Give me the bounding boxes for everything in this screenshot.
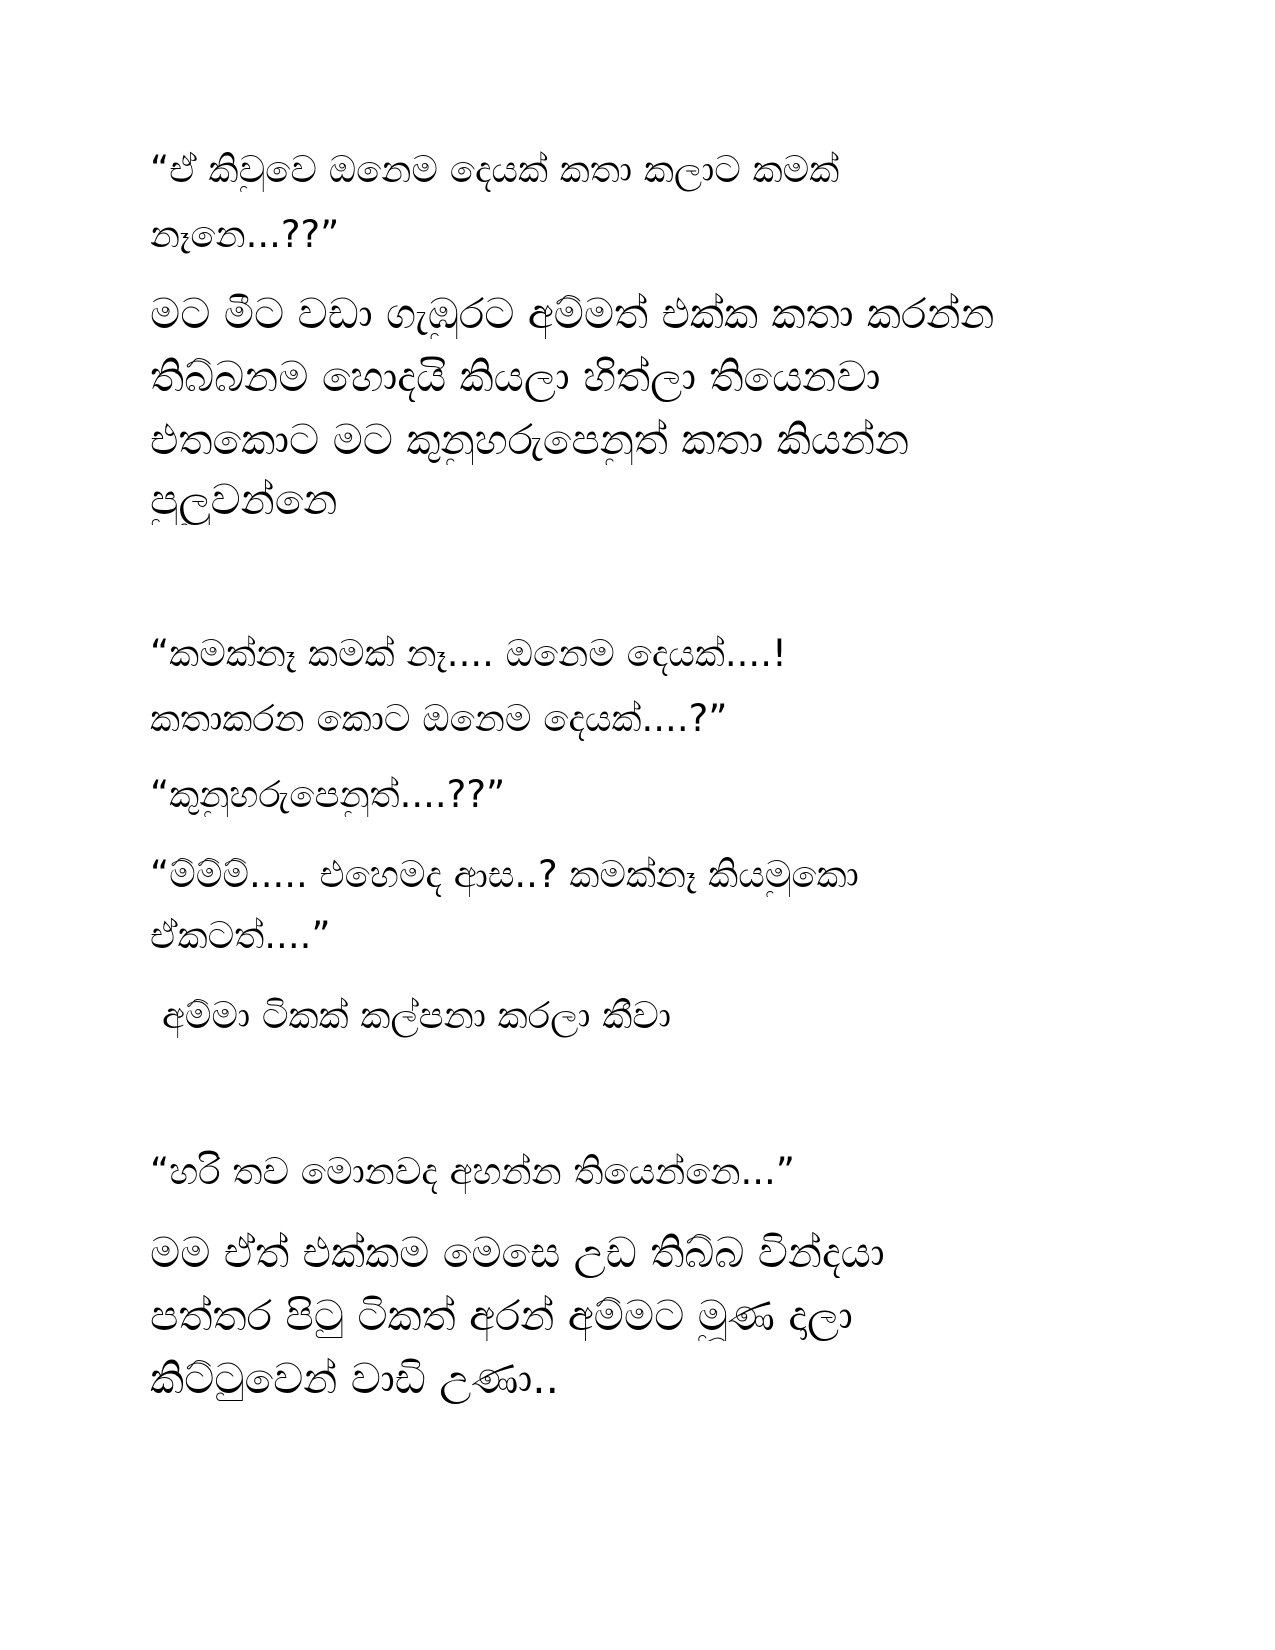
dialogue-line: කතාකරන කොට ඔනෙම දෙයක්....?” [150,697,728,740]
narration-line: පත්තර පිටු ටිකත් අරන් අම්මට මූණ දාලා [150,1291,853,1340]
narration-line: අම්මා ටිකක් කල්පනා කරලා කීවා [162,994,672,1037]
narration-line: කිට්ටුවෙන් වාඩි උණා.. [150,1354,559,1403]
dialogue-line: “ඒ කිවුවෙ ඔනෙම දෙයක් කතා කලාට කමක් [150,148,840,191]
dialogue-line: “හරි තව මොනවද අහන්න තියෙන්නෙ...” [150,1150,795,1193]
dialogue-line: නෑනෙ...??” [150,213,340,256]
dialogue-line: “ම්ම්ම්..... එහෙමද ආස..? කමක්නෑ කියමුකො [150,853,859,896]
dialogue-line: ඒකටත්....” [150,914,331,957]
dialogue-line: “කුනුහරුපෙනුත්....??” [150,773,506,816]
narration-line: පුලුවන්නෙ [150,475,338,524]
narration-line: එතකොට මට කුනුහරුපෙනුත් කතා කියන්න [150,415,910,464]
dialogue-line: “කමක්නෑ කමක් නෑ.... ඔනෙම දෙයක්....! [150,632,787,675]
narration-line: මට මීට වඩා ගැඹුරට අම්මත් එක්ක කතා කරන්න [150,289,995,338]
narration-line: මම ඒත් එක්කම මෙසෙ උඩ තිබ්බ වින්දයා [150,1228,885,1277]
narration-line: තිබ්බනම හොදයි කියලා හිත්ලා තියෙනවා [150,352,881,401]
